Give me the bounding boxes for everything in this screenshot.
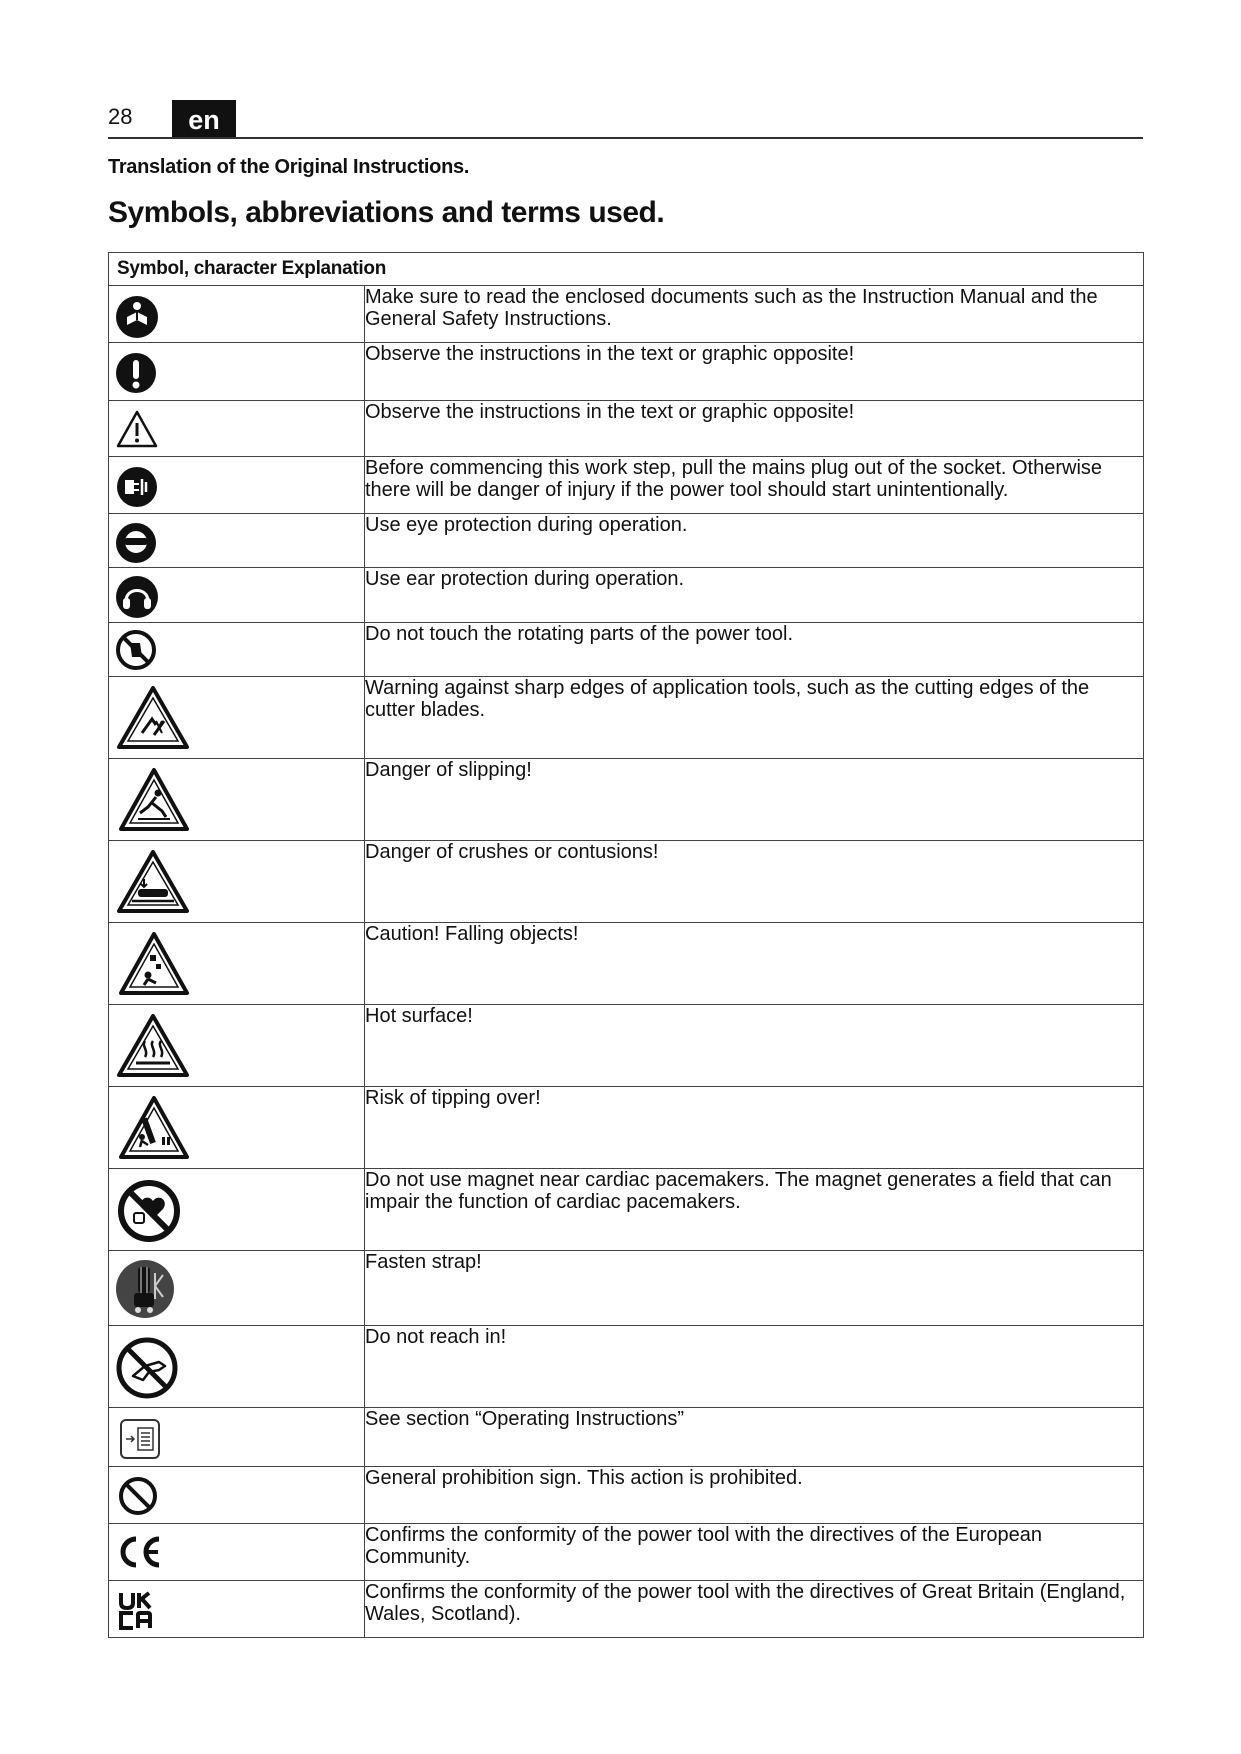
table-row (109, 1326, 1144, 1408)
no-pacemaker-icon (117, 1179, 181, 1243)
table-row (109, 568, 1144, 623)
row-text: Danger of crushes or contusions! (365, 841, 1144, 923)
row-text: Use eye protection during operation. (365, 514, 1144, 568)
warning-triangle-icon (115, 409, 159, 449)
table-header: Symbol, character Explanation (109, 253, 1144, 286)
unplug-icon (115, 465, 159, 509)
page-number: 28 (108, 104, 133, 129)
ukca-mark-icon (117, 1591, 157, 1631)
ce-mark-icon (117, 1534, 163, 1570)
table-row (109, 1087, 1144, 1169)
row-text: Risk of tipping over! (365, 1087, 1144, 1169)
document-subtitle: Translation of the Original Instructions. (108, 156, 470, 178)
header-rule (108, 137, 1143, 139)
no-touch-rotating-icon (115, 629, 157, 671)
row-text: Fasten strap! (365, 1251, 1144, 1326)
row-text: General prohibition sign. This action is prohibited. (365, 1467, 1144, 1524)
eye-protection-icon (115, 522, 157, 564)
row-text: Do not touch the rotating parts of the power tool. (365, 623, 1144, 677)
table-row (109, 1005, 1144, 1087)
table-row (109, 457, 1144, 514)
table-row (109, 1524, 1144, 1581)
row-text: Warning against sharp edges of application tools, such as the cutting edges of the cutter blades. (365, 677, 1144, 759)
no-reach-in-icon (115, 1336, 179, 1400)
table-row (109, 1581, 1144, 1638)
table-row (109, 514, 1144, 568)
ear-protection-icon (115, 575, 159, 619)
table-row (109, 343, 1144, 401)
table-row (109, 759, 1144, 841)
hot-surface-warning-icon (116, 1013, 190, 1079)
row-text: Make sure to read the enclosed documents such as the Instruction Manual and the General Safety Instructions. (365, 286, 1144, 343)
row-text: Observe the instructions in the text or graphic opposite! (365, 343, 1144, 401)
table-row (109, 623, 1144, 677)
symbols-table (108, 252, 1144, 1638)
read-manual-icon (115, 295, 159, 339)
fasten-strap-icon (115, 1259, 175, 1319)
row-text: Use ear protection during operation. (365, 568, 1144, 623)
falling-objects-warning-icon (118, 931, 190, 997)
table-row (109, 923, 1144, 1005)
page-title: Symbols, abbreviations and terms used. (108, 196, 665, 229)
table-row (109, 677, 1144, 759)
row-text: Before commencing this work step, pull the mains plug out of the socket. Otherwise there will be danger of injury if the power tool should start unintentionally. (365, 457, 1144, 514)
row-text: Do not use magnet near cardiac pacemakers. The magnet generates a field that can impair the function of cardiac pacemakers. (365, 1169, 1144, 1251)
table-row (109, 1467, 1144, 1524)
row-text: Confirms the conformity of the power tool with the directives of the European Community. (365, 1524, 1144, 1581)
slipping-warning-icon (118, 767, 190, 833)
tipping-warning-icon (118, 1095, 190, 1161)
row-text: Do not reach in! (365, 1326, 1144, 1408)
table-row (109, 1408, 1144, 1467)
language-badge: en (172, 100, 236, 137)
row-text: Confirms the conformity of the power tool with the directives of Great Britain (England, Wales, Scotland). (365, 1581, 1144, 1638)
table-row (109, 1169, 1144, 1251)
sharp-edges-warning-icon (116, 685, 190, 751)
row-text: Hot surface! (365, 1005, 1144, 1087)
table-row (109, 841, 1144, 923)
row-text: See section “Operating Instructions” (365, 1408, 1144, 1467)
row-text: Caution! Falling objects! (365, 923, 1144, 1005)
row-text: Observe the instructions in the text or graphic opposite! (365, 401, 1144, 457)
row-text: Danger of slipping! (365, 759, 1144, 841)
prohibition-icon (117, 1475, 159, 1517)
table-row (109, 286, 1144, 343)
exclamation-circle-icon (115, 352, 157, 394)
table-row (109, 1251, 1144, 1326)
table-header-row (109, 253, 1144, 286)
operating-instructions-icon (119, 1418, 161, 1460)
table-row (109, 401, 1144, 457)
crush-warning-icon (116, 849, 190, 915)
